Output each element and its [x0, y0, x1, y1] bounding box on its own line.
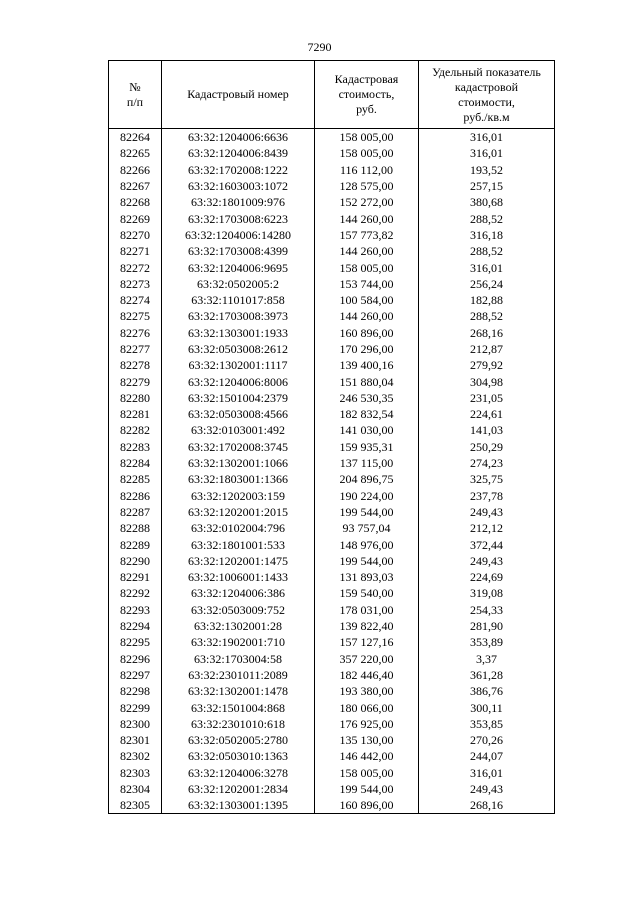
cell-unit-value: 361,28 [419, 667, 555, 683]
cell-cadastral-number: 63:32:0102004:796 [162, 520, 315, 536]
cell-unit-value: 249,43 [419, 553, 555, 569]
cell-cadastral-value: 159 540,00 [315, 585, 419, 601]
cell-unit-value: 288,52 [419, 243, 555, 259]
cadastral-value-table [108, 60, 555, 814]
cell-cadastral-number: 63:32:1202001:2015 [162, 504, 315, 520]
cell-cadastral-number: 63:32:2301011:2089 [162, 667, 315, 683]
cell-cadastral-number: 63:32:1302001:1478 [162, 683, 315, 699]
table-row [109, 716, 555, 732]
cell-unit-value: 386,76 [419, 683, 555, 699]
cell-index: 82286 [109, 488, 162, 504]
table-row [109, 145, 555, 161]
column-header-cadastral-number: Кадастровый номер [162, 61, 315, 129]
cell-cadastral-number: 63:32:0503008:4566 [162, 406, 315, 422]
cell-unit-value: 316,01 [419, 765, 555, 781]
cell-cadastral-number: 63:32:1204006:386 [162, 585, 315, 601]
cell-index: 82305 [109, 797, 162, 814]
cell-cadastral-value: 158 005,00 [315, 765, 419, 781]
cell-unit-value: 316,01 [419, 129, 555, 146]
cell-unit-value: 288,52 [419, 210, 555, 226]
table-row [109, 504, 555, 520]
cell-cadastral-number: 63:32:1202003:159 [162, 488, 315, 504]
table-row [109, 292, 555, 308]
cell-cadastral-value: 144 260,00 [315, 210, 419, 226]
cell-cadastral-value: 158 005,00 [315, 129, 419, 146]
cell-cadastral-value: 137 115,00 [315, 455, 419, 471]
cell-index: 82291 [109, 569, 162, 585]
cell-index: 82277 [109, 341, 162, 357]
table-header-row [109, 61, 555, 129]
cell-cadastral-value: 151 880,04 [315, 373, 419, 389]
cell-cadastral-value: 139 822,40 [315, 618, 419, 634]
cell-index: 82273 [109, 276, 162, 292]
cell-unit-value: 281,90 [419, 618, 555, 634]
column-header-unit-value: Удельный показатель кадастровой стоимости, руб./кв.м [419, 61, 555, 129]
column-header-index: № п/п [109, 61, 162, 129]
table-row [109, 178, 555, 194]
cell-index: 82292 [109, 585, 162, 601]
table-row [109, 227, 555, 243]
cell-index: 82298 [109, 683, 162, 699]
cell-unit-value: 300,11 [419, 699, 555, 715]
cell-cadastral-value: 144 260,00 [315, 243, 419, 259]
cell-index: 82275 [109, 308, 162, 324]
cell-unit-value: 212,87 [419, 341, 555, 357]
cell-cadastral-number: 63:32:1302001:28 [162, 618, 315, 634]
table-row [109, 732, 555, 748]
cell-cadastral-value: 158 005,00 [315, 259, 419, 275]
cell-unit-value: 237,78 [419, 488, 555, 504]
cell-unit-value: 288,52 [419, 308, 555, 324]
cell-index: 82282 [109, 422, 162, 438]
cell-unit-value: 3,37 [419, 651, 555, 667]
cell-cadastral-value: 157 773,82 [315, 227, 419, 243]
table-row [109, 553, 555, 569]
cell-cadastral-number: 63:32:0503008:2612 [162, 341, 315, 357]
cell-cadastral-number: 63:32:1303001:1395 [162, 797, 315, 814]
cell-unit-value: 244,07 [419, 748, 555, 764]
cell-index: 82294 [109, 618, 162, 634]
cell-cadastral-number: 63:32:1703008:4399 [162, 243, 315, 259]
cell-unit-value: 254,33 [419, 602, 555, 618]
table-row [109, 488, 555, 504]
cell-cadastral-value: 160 896,00 [315, 797, 419, 814]
cell-unit-value: 279,92 [419, 357, 555, 373]
cell-index: 82290 [109, 553, 162, 569]
cell-unit-value: 224,61 [419, 406, 555, 422]
cell-cadastral-value: 128 575,00 [315, 178, 419, 194]
cell-cadastral-number: 63:32:1204006:14280 [162, 227, 315, 243]
cell-cadastral-value: 199 544,00 [315, 781, 419, 797]
cell-cadastral-value: 157 127,16 [315, 634, 419, 650]
cell-cadastral-number: 63:32:0502005:2 [162, 276, 315, 292]
table-row [109, 243, 555, 259]
table-row [109, 569, 555, 585]
cell-cadastral-number: 63:32:2301010:618 [162, 716, 315, 732]
table-row [109, 194, 555, 210]
table-row [109, 520, 555, 536]
cell-index: 82267 [109, 178, 162, 194]
table-row [109, 276, 555, 292]
table-row [109, 325, 555, 341]
cell-cadastral-number: 63:32:1202001:1475 [162, 553, 315, 569]
table-row [109, 765, 555, 781]
cell-cadastral-number: 63:32:1303001:1933 [162, 325, 315, 341]
cell-unit-value: 319,08 [419, 585, 555, 601]
cell-unit-value: 250,29 [419, 439, 555, 455]
cell-unit-value: 353,89 [419, 634, 555, 650]
cell-cadastral-value: 93 757,04 [315, 520, 419, 536]
cell-cadastral-number: 63:32:1501004:868 [162, 699, 315, 715]
cell-index: 82266 [109, 162, 162, 178]
table-row [109, 634, 555, 650]
cell-cadastral-value: 193 380,00 [315, 683, 419, 699]
cell-cadastral-value: 357 220,00 [315, 651, 419, 667]
cell-cadastral-value: 141 030,00 [315, 422, 419, 438]
cell-cadastral-value: 170 296,00 [315, 341, 419, 357]
cell-cadastral-value: 246 530,35 [315, 390, 419, 406]
cell-index: 82284 [109, 455, 162, 471]
cell-index: 82285 [109, 471, 162, 487]
cell-cadastral-value: 199 544,00 [315, 504, 419, 520]
cell-cadastral-value: 153 744,00 [315, 276, 419, 292]
cell-unit-value: 193,52 [419, 162, 555, 178]
cell-index: 82289 [109, 536, 162, 552]
table-row [109, 162, 555, 178]
cell-index: 82272 [109, 259, 162, 275]
cell-index: 82283 [109, 439, 162, 455]
table-row [109, 651, 555, 667]
cell-cadastral-value: 139 400,16 [315, 357, 419, 373]
cell-cadastral-number: 63:32:0103001:492 [162, 422, 315, 438]
cell-index: 82296 [109, 651, 162, 667]
cell-cadastral-number: 63:32:1803001:1366 [162, 471, 315, 487]
cell-cadastral-value: 131 893,03 [315, 569, 419, 585]
table-row [109, 455, 555, 471]
cell-cadastral-number: 63:32:1703008:3973 [162, 308, 315, 324]
table-row [109, 406, 555, 422]
cell-index: 82270 [109, 227, 162, 243]
cell-index: 82300 [109, 716, 162, 732]
cell-cadastral-number: 63:32:1703004:58 [162, 651, 315, 667]
cell-cadastral-number: 63:32:1302001:1117 [162, 357, 315, 373]
cell-index: 82268 [109, 194, 162, 210]
table-row [109, 439, 555, 455]
cell-cadastral-value: 158 005,00 [315, 145, 419, 161]
cell-index: 82274 [109, 292, 162, 308]
cell-index: 82299 [109, 699, 162, 715]
table-row [109, 129, 555, 146]
cell-cadastral-number: 63:32:0502005:2780 [162, 732, 315, 748]
table-row [109, 618, 555, 634]
cell-cadastral-value: 146 442,00 [315, 748, 419, 764]
cell-cadastral-value: 152 272,00 [315, 194, 419, 210]
cell-cadastral-value: 182 446,40 [315, 667, 419, 683]
cell-index: 82269 [109, 210, 162, 226]
table-row [109, 390, 555, 406]
cell-unit-value: 141,03 [419, 422, 555, 438]
table-row [109, 259, 555, 275]
table-row [109, 308, 555, 324]
cell-unit-value: 316,01 [419, 145, 555, 161]
cell-index: 82271 [109, 243, 162, 259]
table-row [109, 667, 555, 683]
cell-cadastral-number: 63:32:1501004:2379 [162, 390, 315, 406]
cell-unit-value: 304,98 [419, 373, 555, 389]
table-row [109, 210, 555, 226]
cell-unit-value: 274,23 [419, 455, 555, 471]
cell-cadastral-number: 63:32:1801009:976 [162, 194, 315, 210]
cell-cadastral-number: 63:32:1302001:1066 [162, 455, 315, 471]
table-row [109, 683, 555, 699]
table-row [109, 536, 555, 552]
cell-index: 82304 [109, 781, 162, 797]
cell-cadastral-number: 63:32:1801001:533 [162, 536, 315, 552]
table-row [109, 797, 555, 814]
cell-cadastral-value: 100 584,00 [315, 292, 419, 308]
cell-unit-value: 212,12 [419, 520, 555, 536]
cell-cadastral-number: 63:32:0503009:752 [162, 602, 315, 618]
cell-index: 82288 [109, 520, 162, 536]
cell-unit-value: 249,43 [419, 504, 555, 520]
cell-cadastral-number: 63:32:1204006:6636 [162, 129, 315, 146]
table-row [109, 357, 555, 373]
cell-index: 82264 [109, 129, 162, 146]
cell-cadastral-value: 190 224,00 [315, 488, 419, 504]
cell-unit-value: 224,69 [419, 569, 555, 585]
cell-cadastral-number: 63:32:1703008:6223 [162, 210, 315, 226]
cell-cadastral-value: 160 896,00 [315, 325, 419, 341]
cell-index: 82281 [109, 406, 162, 422]
cell-cadastral-value: 159 935,31 [315, 439, 419, 455]
cell-cadastral-number: 63:32:1902001:710 [162, 634, 315, 650]
cell-index: 82295 [109, 634, 162, 650]
cell-cadastral-number: 63:32:1202001:2834 [162, 781, 315, 797]
cell-cadastral-value: 148 976,00 [315, 536, 419, 552]
cell-unit-value: 249,43 [419, 781, 555, 797]
cell-cadastral-value: 199 544,00 [315, 553, 419, 569]
cell-cadastral-value: 178 031,00 [315, 602, 419, 618]
cell-cadastral-value: 204 896,75 [315, 471, 419, 487]
table-row [109, 585, 555, 601]
cell-unit-value: 353,85 [419, 716, 555, 732]
cell-cadastral-number: 63:32:1603003:1072 [162, 178, 315, 194]
table-row [109, 422, 555, 438]
table-row [109, 471, 555, 487]
cell-cadastral-number: 63:32:1702008:1222 [162, 162, 315, 178]
table-row [109, 373, 555, 389]
cell-index: 82265 [109, 145, 162, 161]
table-row [109, 341, 555, 357]
cell-index: 82287 [109, 504, 162, 520]
cell-cadastral-number: 63:32:1204006:8439 [162, 145, 315, 161]
cell-unit-value: 268,16 [419, 325, 555, 341]
cell-unit-value: 268,16 [419, 797, 555, 814]
cell-cadastral-value: 182 832,54 [315, 406, 419, 422]
cell-cadastral-number: 63:32:1204006:3278 [162, 765, 315, 781]
cell-index: 82302 [109, 748, 162, 764]
cell-index: 82278 [109, 357, 162, 373]
table-row [109, 699, 555, 715]
cell-cadastral-number: 63:32:1702008:3745 [162, 439, 315, 455]
cell-unit-value: 182,88 [419, 292, 555, 308]
table-row [109, 781, 555, 797]
cell-cadastral-number: 63:32:1101017:858 [162, 292, 315, 308]
cell-cadastral-value: 180 066,00 [315, 699, 419, 715]
cell-cadastral-number: 63:32:1204006:9695 [162, 259, 315, 275]
cell-cadastral-number: 63:32:1006001:1433 [162, 569, 315, 585]
cell-index: 82280 [109, 390, 162, 406]
cell-unit-value: 316,01 [419, 259, 555, 275]
table-row [109, 602, 555, 618]
cell-unit-value: 231,05 [419, 390, 555, 406]
cell-index: 82293 [109, 602, 162, 618]
cell-cadastral-value: 176 925,00 [315, 716, 419, 732]
table-row [109, 748, 555, 764]
cell-cadastral-value: 116 112,00 [315, 162, 419, 178]
cell-cadastral-number: 63:32:0503010:1363 [162, 748, 315, 764]
cell-unit-value: 372,44 [419, 536, 555, 552]
cell-unit-value: 256,24 [419, 276, 555, 292]
cell-cadastral-value: 144 260,00 [315, 308, 419, 324]
cell-unit-value: 257,15 [419, 178, 555, 194]
page-number: 7290 [307, 40, 332, 54]
cell-unit-value: 316,18 [419, 227, 555, 243]
cell-unit-value: 325,75 [419, 471, 555, 487]
cell-cadastral-value: 135 130,00 [315, 732, 419, 748]
cell-unit-value: 380,68 [419, 194, 555, 210]
cell-index: 82303 [109, 765, 162, 781]
cell-index: 82301 [109, 732, 162, 748]
cell-index: 82279 [109, 373, 162, 389]
cell-cadastral-number: 63:32:1204006:8006 [162, 373, 315, 389]
column-header-cadastral-value: Кадастровая стоимость, руб. [315, 61, 419, 129]
cell-index: 82297 [109, 667, 162, 683]
cell-index: 82276 [109, 325, 162, 341]
cell-unit-value: 270,26 [419, 732, 555, 748]
